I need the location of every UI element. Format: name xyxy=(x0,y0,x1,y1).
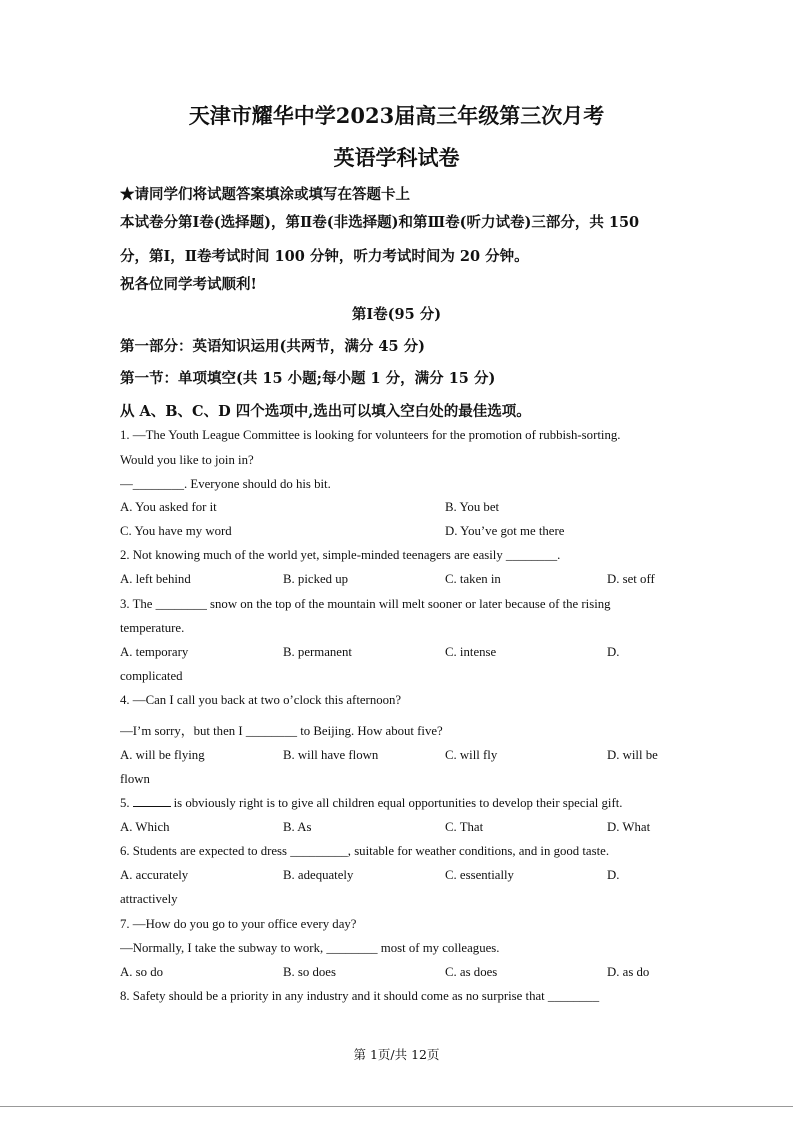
question-5-option-c: C. That xyxy=(445,820,484,834)
question-4-option-b: B. will have flown xyxy=(283,748,379,762)
question-4-option-c: C. will fly xyxy=(445,748,498,762)
question-5-line-1 xyxy=(120,796,675,811)
question-5-blank xyxy=(133,796,171,807)
question-2-option-b: B. picked up xyxy=(283,572,349,586)
question-6-line-1: 6. Students are expected to dress _________, suitable for weather conditions, and in good taste. xyxy=(120,844,610,858)
question-1-option-c: C. You have my word xyxy=(120,524,232,538)
question-3-option-d: D. xyxy=(607,645,620,659)
question-3-option-b: B. permanent xyxy=(283,645,352,659)
volume-heading: 第Ⅰ卷(95 分) xyxy=(351,306,442,323)
page-bottom-rule xyxy=(0,1106,793,1107)
question-5-option-d: D. What xyxy=(607,820,651,834)
instruction: 从 A、B、C、D 四个选项中,选出可以填入空白处的最佳选项。 xyxy=(120,403,531,420)
question-7-option-d: D. as do xyxy=(607,965,650,979)
question-7-option-c: C. as does xyxy=(445,965,498,979)
question-1-option-b: B. You bet xyxy=(445,500,500,514)
question-2-option-c: C. taken in xyxy=(445,572,501,586)
question-1-line-1: 1. —The Youth League Committee is looking for volunteers for the promotion of rubbish-sorting. xyxy=(120,428,621,442)
question-4-option-a: A. will be flying xyxy=(120,748,205,762)
question-3-line-1: 3. The ________ snow on the top of the mountain will melt sooner or later because of the rising xyxy=(120,597,611,611)
question-1-line-3: —________. Everyone should do his bit. xyxy=(120,477,331,491)
question-6-option-d: D. xyxy=(607,868,620,882)
page-number: 第 1页/共 12页 xyxy=(353,1047,440,1062)
question-3-option-d-wrap: complicated xyxy=(120,669,183,683)
question-4-line-2: —I’m sorry，but then I ________ to Beijing. How about five? xyxy=(120,724,443,738)
question-4-option-d: D. will be xyxy=(607,748,658,762)
question-5-option-b: B. As xyxy=(283,820,312,834)
question-2-option-d: D. set off xyxy=(607,572,655,586)
intro-line-3: 祝各位同学考试顺利! xyxy=(120,276,257,293)
question-8-line-1: 8. Safety should be a priority in any industry and it should come as no surprise that ________ xyxy=(120,989,600,1003)
question-7-line-2: —Normally, I take the subway to work, ________ most of my colleagues. xyxy=(120,941,500,955)
intro-line-2: 分，第Ⅰ，Ⅱ卷考试时间 100 分钟，听力考试时间为 20 分钟。 xyxy=(120,248,529,265)
question-5-text: is obviously right is to give all children equal opportunities to develop their special gift. xyxy=(173,796,623,810)
question-2-line-1: 2. Not knowing much of the world yet, simple-minded teenagers are easily ________. xyxy=(120,548,561,562)
question-1-option-d: D. You’ve got me there xyxy=(445,524,565,538)
question-7-option-b: B. so does xyxy=(283,965,336,979)
question-4-line-1: 4. —Can I call you back at two o’clock this afternoon? xyxy=(120,693,402,707)
question-2-option-a: A. left behind xyxy=(120,572,191,586)
question-3-option-a: A. temporary xyxy=(120,645,189,659)
question-6-option-d-wrap: attractively xyxy=(120,892,178,906)
question-3-line-2: temperature. xyxy=(120,621,185,635)
question-7-option-a: A. so do xyxy=(120,965,164,979)
question-4-option-d-wrap: flown xyxy=(120,772,150,786)
intro-line-1: 本试卷分第Ⅰ卷(选择题)，第Ⅱ卷(非选择题)和第Ⅲ卷(听力试卷)三部分，共 150 xyxy=(120,214,640,231)
question-3-option-c: C. intense xyxy=(445,645,497,659)
question-1-option-a: A. You asked for it xyxy=(120,500,217,514)
section-heading: 第一节：单项填空(共 15 小题;每小题 1 分，满分 15 分) xyxy=(120,370,496,387)
star-note: ★请同学们将试题答案填涂或填写在答题卡上 xyxy=(120,186,410,203)
question-1-line-2: Would you like to join in? xyxy=(120,453,254,467)
question-6-option-a: A. accurately xyxy=(120,868,189,882)
exam-subtitle: 英语学科试卷 xyxy=(333,145,460,170)
question-7-line-1: 7. —How do you go to your office every day? xyxy=(120,917,357,931)
part-heading: 第一部分：英语知识运用(共两节，满分 45 分) xyxy=(120,338,425,355)
question-5-option-a: A. Which xyxy=(120,820,170,834)
exam-title: 天津市耀华中学2023届高三年级第三次月考 xyxy=(188,103,605,128)
question-6-option-b: B. adequately xyxy=(283,868,354,882)
question-5-number: 5. xyxy=(120,796,130,810)
question-6-option-c: C. essentially xyxy=(445,868,514,882)
